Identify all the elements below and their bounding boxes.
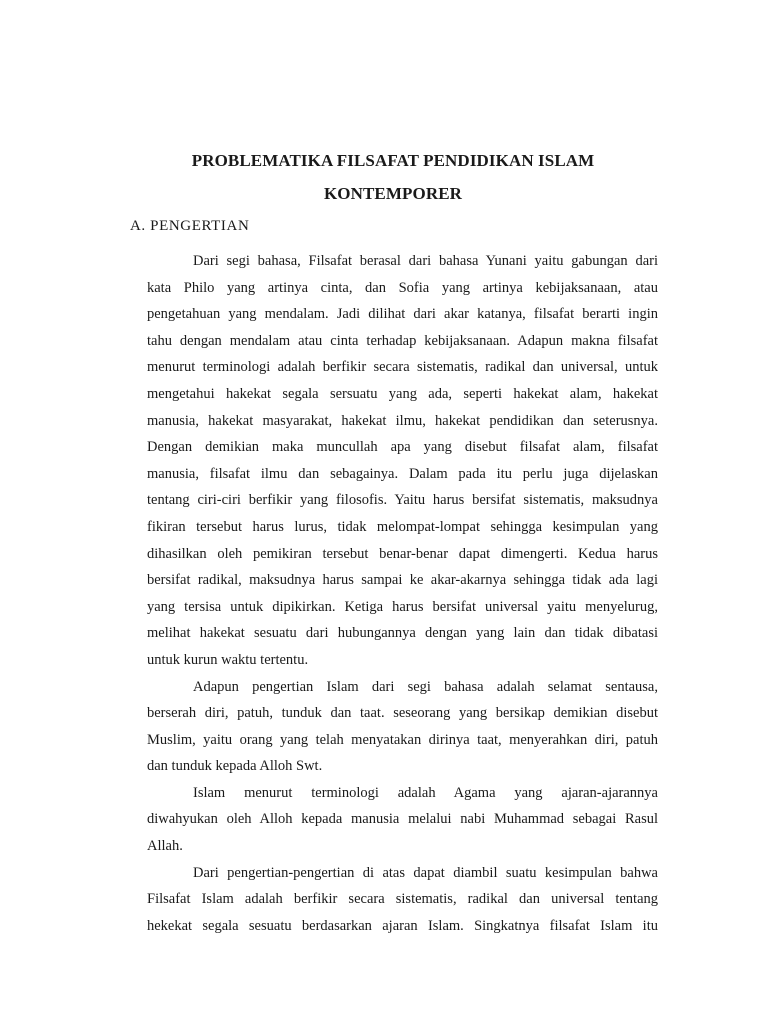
text-line: Filsafat Islam adalah berfikir secara sistematis, radikal dan universal tentang [147,891,658,908]
text-line: Adapun pengertian Islam dari segi bahasa adalah selamat sentausa, [193,678,658,695]
text-line: Allah. [147,838,183,855]
text-line: Muslim, yaitu orang yang telah menyatakan dirinya taat, menyerahkan diri, patuh [147,731,658,748]
text-line: mengetahui hakekat segala sersuatu yang ada, seperti hakekat alam, hakekat [147,385,658,402]
section-heading: A. PENGERTIAN [130,218,250,234]
paragraph [147,780,658,860]
text-line: untuk kurun waktu tertentu. [147,651,309,668]
text-line: kata Philo yang artinya cinta, dan Sofia yang artinya kebijaksanaan, atau [147,279,658,296]
document-body [147,248,658,939]
text-line: Dengan demikian maka muncullah apa yang disebut filsafat alam, filsafat [147,439,658,456]
text-line: diwahyukan oleh Alloh kepada manusia melalui nabi Muhammad sebagai Rasul [147,811,658,828]
text-line: Dari pengertian-pengertian di atas dapat diambil suatu kesimpulan bahwa [193,864,658,881]
text-line: Dari segi bahasa, Filsafat berasal dari bahasa Yunani yaitu gabungan dari [193,253,658,269]
text-line: yang tersisa untuk dipikirkan. Ketiga harus bersifat universal yaitu menyelurug, [147,598,658,615]
text-line: pengetahuan yang mendalam. Jadi dilihat dari akar katanya, filsafat berarti ingin [147,306,658,323]
text-line: fikiran tersebut harus lurus, tidak melompat-lompat sehingga kesimpulan yang [147,518,658,535]
text-line: bersifat radikal, maksudnya harus sampai ke akar-akarnya sehingga tidak ada lagi [147,572,658,589]
document-title [0,144,768,210]
text-line: dan tunduk kepada Alloh Swt. [147,758,323,775]
paragraph [147,248,658,674]
text-line: hekekat segala sesuatu berdasarkan ajaran Islam. Singkatnya filsafat Islam itu [147,917,658,934]
text-line: menurut terminologi adalah berfikir secara sistematis, radikal dan universal, untuk [147,359,658,376]
text-line: dihasilkan oleh pemikiran tersebut benar-benar dapat dimengerti. Kedua harus [147,545,658,562]
paragraph [147,860,658,940]
text-line: manusia, filsafat ilmu dan sebagainya. Dalam pada itu perlu juga dijelaskan [147,465,658,482]
paragraph [147,674,658,780]
text-line: manusia, hakekat masyarakat, hakekat ilmu, hakekat pendidikan dan seterusnya. [147,412,658,429]
text-line: tentang ciri-ciri berfikir yang filosofis. Yaitu harus bersifat sistematis, maksudnya [147,492,658,509]
text-line: Islam menurut terminologi adalah Agama yang ajaran-ajarannya [193,784,658,801]
title-line-1: PROBLEMATIKA FILSAFAT PENDIDIKAN ISLAM [191,151,595,170]
text-line: berserah diri, patuh, tunduk dan taat. seseorang yang bersikap demikian disebut [147,705,658,722]
text-line: tahu dengan mendalam atau cinta terhadap kebijaksanaan. Adapun makna filsafat [147,332,658,349]
title-line-2: KONTEMPORER [323,184,463,203]
text-line: melihat hakekat sesuatu dari hubungannya dengan yang lain dan tidak dibatasi [147,625,658,642]
